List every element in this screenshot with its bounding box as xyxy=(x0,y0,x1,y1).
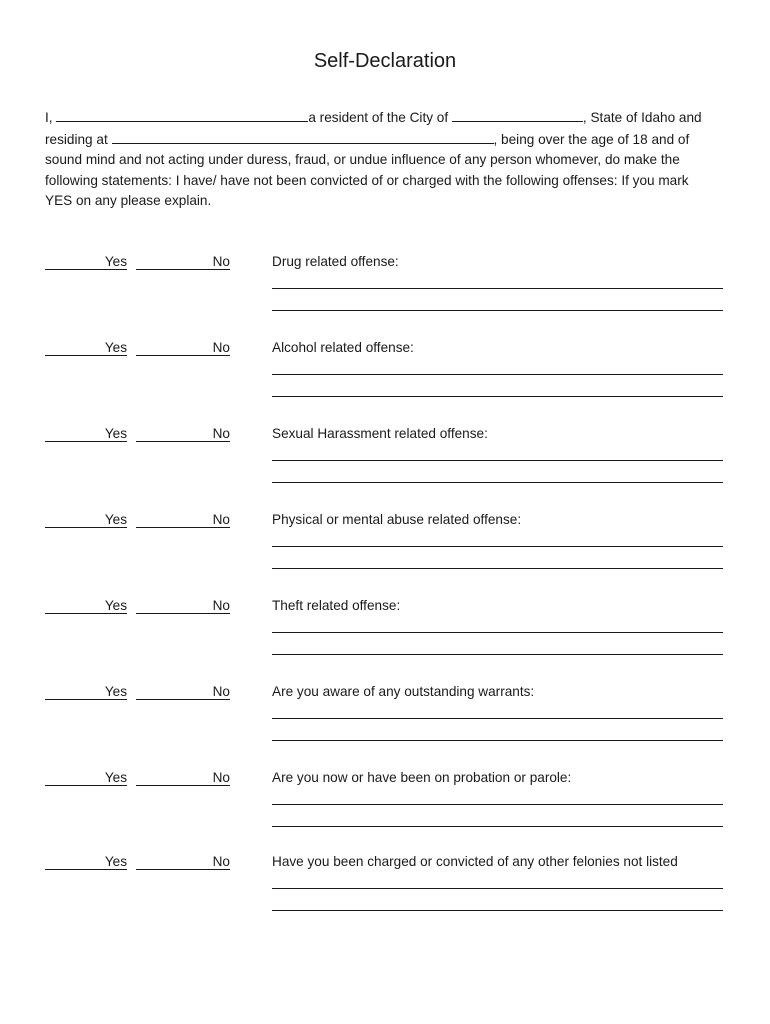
question-label: Drug related offense: xyxy=(272,254,399,269)
question-theft xyxy=(0,597,770,667)
yes-field[interactable]: Yes xyxy=(45,339,127,356)
explanation-line-2[interactable] xyxy=(272,482,723,483)
no-field[interactable]: No xyxy=(136,769,230,786)
explanation-line-2[interactable] xyxy=(272,396,723,397)
explanation-line-2[interactable] xyxy=(272,654,723,655)
question-label: Are you now or have been on probation or parole: xyxy=(272,770,572,785)
intro-line-3: sound mind and not acting under duress, fraud, or undue influence of any person whomever, do make the xyxy=(45,152,680,167)
question-label: Theft related offense: xyxy=(272,598,401,613)
question-alcohol xyxy=(0,339,770,409)
explanation-line-2[interactable] xyxy=(272,568,723,569)
explanation-line-1[interactable] xyxy=(272,804,723,805)
explanation-line-2[interactable] xyxy=(272,910,723,911)
intro-text-resident: a resident of the City of xyxy=(308,110,452,125)
question-label: Sexual Harassment related offense: xyxy=(272,426,488,441)
explanation-line-2[interactable] xyxy=(272,826,723,827)
explanation-line-1[interactable] xyxy=(272,460,723,461)
intro-line-2 xyxy=(45,129,730,151)
question-probation xyxy=(0,769,770,839)
question-warrants xyxy=(0,683,770,753)
no-field[interactable]: No xyxy=(136,683,230,700)
yes-field[interactable]: Yes xyxy=(45,853,127,870)
intro-line-1 xyxy=(45,107,730,129)
explanation-line-1[interactable] xyxy=(272,888,723,889)
question-label: Are you aware of any outstanding warrants: xyxy=(272,684,535,699)
question-label: Alcohol related offense: xyxy=(272,340,414,355)
yes-field[interactable]: Yes xyxy=(45,511,127,528)
yes-field[interactable]: Yes xyxy=(45,425,127,442)
address-field[interactable] xyxy=(112,129,494,144)
question-other-felonies xyxy=(0,853,770,923)
question-label: Have you been charged or convicted of any other felonies not listed xyxy=(272,854,678,869)
no-field[interactable]: No xyxy=(136,253,230,270)
question-sexual-harassment xyxy=(0,425,770,495)
question-drug xyxy=(0,253,770,323)
explanation-line-1[interactable] xyxy=(272,718,723,719)
no-field[interactable]: No xyxy=(136,339,230,356)
yes-field[interactable]: Yes xyxy=(45,683,127,700)
question-abuse xyxy=(0,511,770,581)
city-field[interactable] xyxy=(452,107,583,122)
yes-field[interactable]: Yes xyxy=(45,769,127,786)
explanation-line-1[interactable] xyxy=(272,288,723,289)
no-field[interactable]: No xyxy=(136,425,230,442)
intro-text-residing: residing at xyxy=(45,131,112,147)
question-label: Physical or mental abuse related offense: xyxy=(272,512,522,527)
yes-field[interactable]: Yes xyxy=(45,253,127,270)
intro-line-5: YES on any please explain. xyxy=(45,193,212,208)
no-field[interactable]: No xyxy=(136,597,230,614)
no-field[interactable]: No xyxy=(136,853,230,870)
explanation-line-2[interactable] xyxy=(272,740,723,741)
no-field[interactable]: No xyxy=(136,511,230,528)
yes-field[interactable]: Yes xyxy=(45,597,127,614)
intro-paragraph xyxy=(45,107,730,212)
intro-text-state: , State of Idaho and xyxy=(582,110,702,125)
intro-text-i: I, xyxy=(45,110,57,125)
name-field[interactable] xyxy=(56,107,308,122)
explanation-line-1[interactable] xyxy=(272,374,723,375)
explanation-line-1[interactable] xyxy=(272,546,723,547)
explanation-line-1[interactable] xyxy=(272,632,723,633)
intro-text-age: , being over the age of 18 and of xyxy=(493,131,690,147)
page-title: Self-Declaration xyxy=(313,50,457,72)
intro-line-4: following statements: I have/ have not been convicted of or charged with the following offenses: If you mark xyxy=(45,172,689,188)
explanation-line-2[interactable] xyxy=(272,310,723,311)
